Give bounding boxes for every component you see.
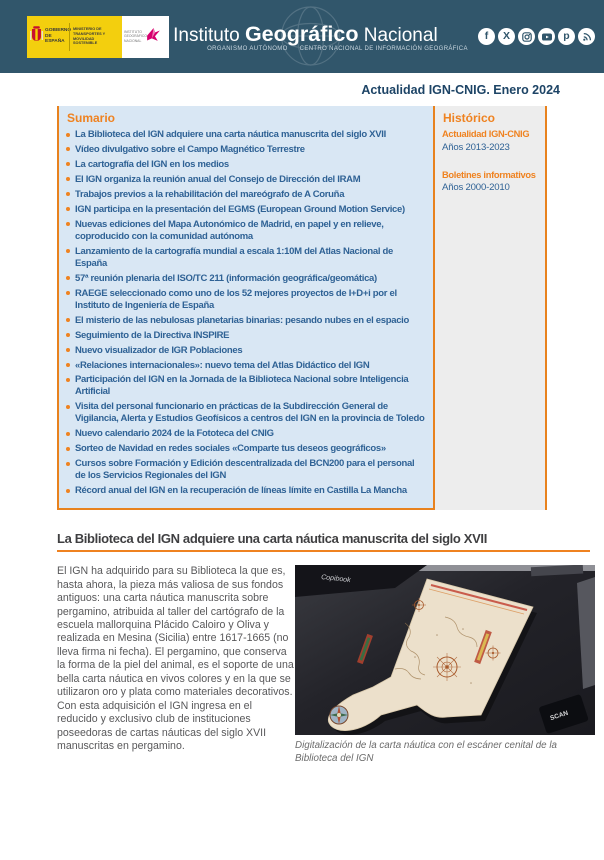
bullet-icon xyxy=(66,318,70,322)
government-logo-yellow xyxy=(27,16,122,58)
sumario-item-link[interactable] xyxy=(66,129,427,141)
brand-subtitle xyxy=(173,46,468,52)
bullet-icon xyxy=(66,363,70,367)
bullet-icon xyxy=(66,489,70,493)
sumario-item-link[interactable] xyxy=(66,428,427,440)
sumario-item-link[interactable] xyxy=(66,360,427,372)
brand-title xyxy=(173,22,468,47)
bullet-icon xyxy=(66,147,70,151)
historico-box xyxy=(433,106,547,510)
sumario-item-label: Visita del personal funcionario en prácticas de la Subdirección General de Vigilancia, Alerta y Estudios Geofísicos a centros del IGN en la provincia de Toledo xyxy=(75,401,425,425)
medallion-icon xyxy=(330,706,348,724)
article-columns xyxy=(57,565,590,766)
youtube-icon[interactable] xyxy=(538,28,555,45)
summary-historic-row xyxy=(57,106,547,510)
sumario-item-link[interactable] xyxy=(66,330,427,342)
historico-link-actualidad[interactable]: Actualidad IGN-CNIG xyxy=(442,129,530,139)
bullet-icon xyxy=(66,447,70,451)
sumario-title: Sumario xyxy=(67,111,116,125)
sumario-item-link[interactable] xyxy=(66,189,427,201)
sumario-item-link[interactable] xyxy=(66,288,427,312)
government-logo-white xyxy=(122,16,169,58)
sumario-item-label: Trabajos previos a la rehabilitación del mareógrafo de A Coruña xyxy=(75,188,345,200)
article-title: La Biblioteca del IGN adquiere una carta náutica manuscrita del siglo XVII xyxy=(57,531,590,552)
government-logo xyxy=(27,16,169,58)
ign-brand-mark-icon xyxy=(145,26,162,48)
x-twitter-icon[interactable] xyxy=(498,28,515,45)
sumario-item-link[interactable] xyxy=(66,144,427,156)
facebook-icon[interactable] xyxy=(478,28,495,45)
sumario-item-label: Nuevas ediciones del Mapa Autonómico de Madrid, en papel y en relieve, coproducido con la comunidad autónoma xyxy=(75,218,384,242)
bullet-icon xyxy=(66,177,70,181)
scanner-brand-label: Copibook xyxy=(320,574,351,585)
sumario-item-link[interactable] xyxy=(66,174,427,186)
ign-institute-label: INSTITUTO GEOGRÁFICO NACIONAL xyxy=(124,29,147,43)
historico-title: Histórico xyxy=(443,111,496,125)
photo-caption: Digitalización de la carta náutica con el escáner cenital de la Biblioteca del IGN xyxy=(295,740,557,765)
scanner-photo xyxy=(295,565,595,735)
bullet-icon xyxy=(66,405,70,409)
sumario-box xyxy=(57,106,433,510)
bullet-icon xyxy=(66,291,70,295)
bullet-icon xyxy=(66,133,70,137)
historico-years-boletines: Años 2000-2010 xyxy=(442,182,510,194)
spain-coat-of-arms-icon xyxy=(30,25,43,48)
sumario-item-link[interactable] xyxy=(66,273,427,285)
sumario-item-label: Participación del IGN en la Jornada de la Biblioteca Nacional sobre Inteligencia Artificial xyxy=(75,374,409,398)
pinterest-glyph: p xyxy=(563,30,570,43)
sumario-item-label: Récord anual del IGN en la recuperación de líneas límite en Castilla La Mancha xyxy=(75,485,407,497)
sumario-item-label: IGN participa en la presentación del EGMS (European Ground Motion Service) xyxy=(75,203,405,215)
article-body: El IGN ha adquirido para su Biblioteca la que es, hasta ahora, la pieza más valiosa de sus fondos antiguos: una carta náutica manuscrita sobre pergamino, atribuida al taller del cartógrafo de la escuela mallorquina Plácido Caloiro y Oliva y realizada en Mesina (Sicilia) entre 1617-1665 (no lleva firma ni fecha). El pergamino, que conserva la forma de la piel del animal, es el soporte de una bella carta náutica en vivos colores y en la que se utilizaron oro y plata como materiales decorativos. Con esta adquisición el IGN ingresa en el reducido y exclusivo club de instituciones poseedoras de cartas náuticas del siglo XVII manuscritas en pergamino. xyxy=(57,565,294,753)
sumario-item-label: El misterio de las nebulosas planetarias binarias: pesando nubes en el espacio xyxy=(75,314,410,326)
sumario-item-label: Vídeo divulgativo sobre el Campo Magnético Terrestre xyxy=(75,143,305,155)
sumario-item-link[interactable] xyxy=(66,401,427,425)
brand-word-nacional: Nacional xyxy=(363,24,438,46)
social-icons xyxy=(478,28,595,45)
historico-link-boletines[interactable]: Boletines informativos xyxy=(442,169,536,180)
sumario-item-link[interactable] xyxy=(66,374,427,398)
sumario-item-label: El IGN organiza la reunión anual del Consejo de Dirección del IRAM xyxy=(75,173,361,185)
sumario-item-link[interactable] xyxy=(66,246,427,270)
brand-subtitle-organismo: ORGANISMO AUTÓNOMO xyxy=(207,45,288,52)
bullet-icon xyxy=(66,192,70,196)
sumario-item-link[interactable] xyxy=(66,315,427,327)
sumario-item-label: RAEGE seleccionado como uno de los 52 mejores proyectos de I+D+i por el Instituto de Ingeniería de España xyxy=(75,287,397,311)
sumario-item-link[interactable] xyxy=(66,219,427,243)
historico-group-actualidad xyxy=(442,129,541,153)
government-label: GOBIERNO DE ESPAÑA xyxy=(45,27,72,45)
historico-group-boletines xyxy=(442,170,541,194)
sumario-item-label: Nuevo visualizador de IGR Poblaciones xyxy=(75,344,243,356)
sumario-item-link[interactable] xyxy=(66,458,427,482)
bullet-icon xyxy=(66,348,70,352)
sumario-item-link[interactable] xyxy=(66,159,427,171)
scan-label: SCAN xyxy=(549,709,570,723)
sumario-item-link[interactable] xyxy=(66,345,427,357)
sumario-item-link[interactable] xyxy=(66,443,427,455)
bullet-icon xyxy=(66,222,70,226)
bullet-icon xyxy=(66,249,70,253)
brand-word-instituto: Instituto xyxy=(173,24,240,46)
sumario-item-label: Sorteo de Navidad en redes sociales «Comparte tus deseos geográficos» xyxy=(75,443,386,455)
sumario-item-label: 57ª reunión plenaria del ISO/TC 211 (información geográfica/geomática) xyxy=(75,272,377,284)
bullet-icon xyxy=(66,378,70,382)
logo-divider xyxy=(69,23,70,51)
sumario-item-label: La cartografía del IGN en los medios xyxy=(75,158,229,170)
bullet-icon xyxy=(66,276,70,280)
sumario-list xyxy=(66,129,427,497)
pinterest-icon[interactable] xyxy=(558,28,575,45)
historico-years-actualidad: Años 2013-2023 xyxy=(442,141,510,153)
sumario-item-label: Cursos sobre Formación y Edición descentralizada del BCN200 para el personal de los Servicios Regionales del IGN xyxy=(75,458,415,482)
rss-icon[interactable] xyxy=(578,28,595,45)
bullet-icon xyxy=(66,162,70,166)
x-glyph: X xyxy=(502,30,510,43)
sumario-item-link[interactable] xyxy=(66,204,427,216)
brand-lockup xyxy=(169,0,472,73)
facebook-glyph: f xyxy=(484,30,489,43)
brand-subtitle-cnig: CENTRO NACIONAL DE INFORMACIÓN GEOGRÁFICA xyxy=(299,45,468,52)
sumario-item-label: «Relaciones internacionales»: nuevo tema del Atlas Didáctico del IGN xyxy=(75,359,370,371)
masthead-title: Actualidad IGN-CNIG. Enero 2024 xyxy=(361,83,560,97)
sumario-item-link[interactable] xyxy=(66,485,427,497)
sumario-item-label: La Biblioteca del IGN adquiere una carta náutica manuscrita del siglo XVII xyxy=(75,129,386,140)
sumario-item-label: Seguimiento de la Directiva INSPIRE xyxy=(75,329,230,341)
sumario-item-label: Nuevo calendario 2024 de la Fototeca del CNIG xyxy=(75,428,274,440)
bullet-icon xyxy=(66,462,70,466)
bullet-icon xyxy=(66,432,70,436)
article-section xyxy=(57,531,590,766)
sumario-item-label: Lanzamiento de la cartografía mundial a escala 1:10M del Atlas Nacional de España xyxy=(75,245,393,269)
brand-text xyxy=(173,22,468,52)
bullet-icon xyxy=(66,333,70,337)
article-figure xyxy=(295,565,595,766)
instagram-icon[interactable] xyxy=(518,28,535,45)
brand-word-geografico: Geográfico xyxy=(244,21,359,46)
ministry-label: MINISTERIO DE TRANSPORTES Y MOVILIDAD SOSTENIBLE xyxy=(73,26,106,46)
header-bar xyxy=(0,0,604,73)
bullet-icon xyxy=(66,207,70,211)
